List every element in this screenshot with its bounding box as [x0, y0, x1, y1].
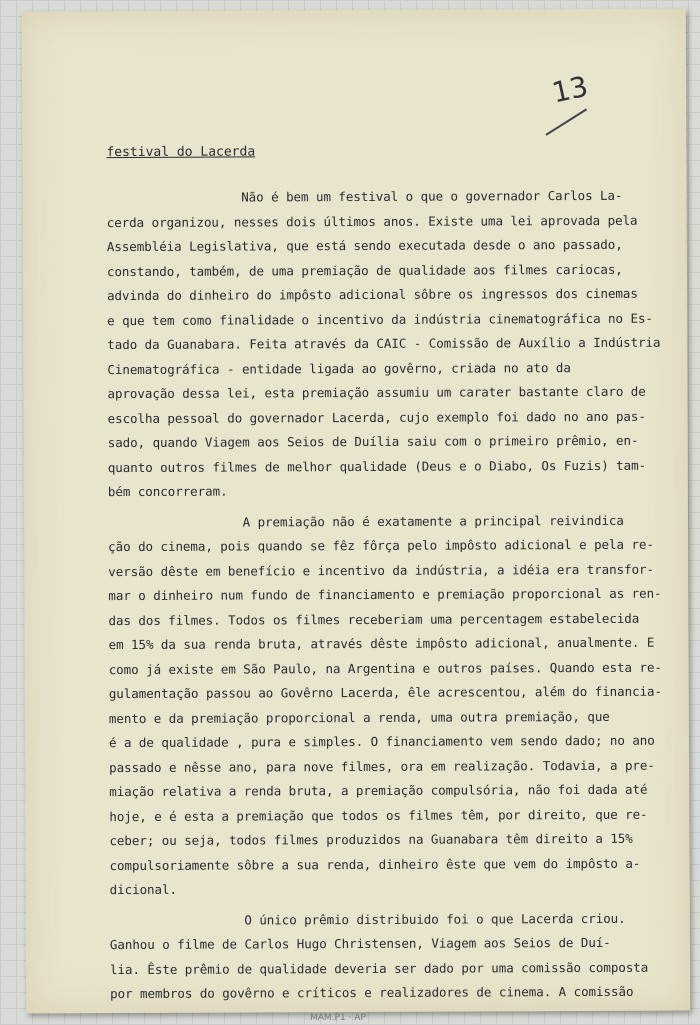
text-line: O único prêmio distribuido foi o que Lacerda criou. — [109, 910, 626, 928]
text-line: bém concorreram. — [107, 483, 228, 500]
handwritten-mark — [545, 108, 587, 135]
text-line: mento e da premiação proporcional a renda, uma outra premiação, que — [108, 708, 610, 726]
text-line: Ganhou o filme de Carlos Hugo Christensen, Viagem aos Seios de Duí- — [109, 934, 611, 953]
text-line: versão dêste em benefício e incentivo da indústria, a idéia era transfor- — [108, 561, 655, 579]
text-line: lia. Êste prêmio de qualidade deveria ser dado por uma comissão composta — [109, 959, 649, 977]
text-line: gulamentação passou ao Govêrno Lacerda, êle acrescentou, além do financia- — [108, 683, 663, 702]
text-line: escolha pessoal do governador Lacerda, cujo exemplo foi dado no ano pas- — [107, 408, 646, 426]
text-line: é a de qualidade , pura e simples. O financiamento vem sendo dado; no ano — [108, 732, 655, 751]
text-line: Não é bem um festival o que o governador Carlos La- — [106, 187, 623, 206]
text-line: e que tem como finalidade o incentivo da indústria cinematográfica no Es- — [107, 310, 653, 328]
text-line: das dos filmes. Todos os filmes receberiam uma percentagem estabelecida — [108, 610, 640, 628]
text-line: sado, quando Viagem aos Seios de Duília saiu com o primeiro prêmio, en- — [107, 432, 639, 451]
text-line: aprovação dessa lei, esta premiação assumiu um carater bastante claro de — [107, 383, 646, 402]
text-line: cerda organizou, nesses dois últimos anos. Existe uma lei aprovada pela — [106, 212, 638, 230]
document-title: festival do Lacerda — [106, 144, 256, 161]
archive-stamp: MAM.P1 · AP — [310, 1013, 366, 1023]
text-line: compulsoriamente sôbre a sua renda, dinheiro êste que vem do impôsto a- — [109, 855, 641, 873]
text-line: ceber; ou seja, todos filmes produzidos na Guanabara têm direito a 15% — [109, 830, 633, 849]
text-line: mar o dinheiro num fundo de financiamento e premiação proporcional as ren- — [108, 585, 662, 604]
text-line: quanto outros filmes de melhor qualidade (Deus e o Diabo, Os Fuzis) tam- — [107, 457, 647, 475]
text-line: hoje, e é esta a premiação que todos os filmes têm, por direito, que re- — [109, 806, 648, 824]
document-page — [22, 9, 690, 1014]
text-line: por membros do govêrno e críticos e realizadores de cinema. A comissão — [110, 983, 634, 1002]
text-line: ção do cinema, pois quando se fêz fôrça pelo impôsto adicional e pela re- — [108, 536, 654, 555]
text-line: tado da Guanabara. Feita através da CAIC - Comissão de Auxílio a Indústria — [107, 334, 661, 353]
text-line: dicional. — [109, 881, 177, 898]
text-line: como já existe em São Paulo, na Argentina e outros países. Quando esta re- — [108, 659, 662, 677]
text-line: miação relativa a renda bruta, a premiação compulsória, não foi dada até — [109, 781, 648, 800]
text-line: Assembléia Legislativa, que está sendo executada desde o ano passado, — [106, 236, 623, 255]
text-line: A premiação não é exatamente a principal reivindica — [108, 512, 624, 530]
body-text — [107, 184, 696, 1007]
text-line: passado e nêsse ano, para nove filmes, ora em realização. Todavia, a pre- — [109, 757, 655, 775]
text-line: constando, também, de uma premiação de qualidade aos filmes cariocas, — [106, 261, 623, 279]
page-number: 13 — [549, 69, 591, 110]
text-line: advinda do dinheiro do impôsto adicional sôbre os ingressos dos cinemas — [107, 285, 638, 304]
text-line: Cinematográfica - entidade ligada ao govêrno, criada no ato da — [107, 359, 571, 377]
text-line: em 15% da sua renda bruta, através dêste impôsto adicional, anualmente. E — [108, 634, 655, 653]
